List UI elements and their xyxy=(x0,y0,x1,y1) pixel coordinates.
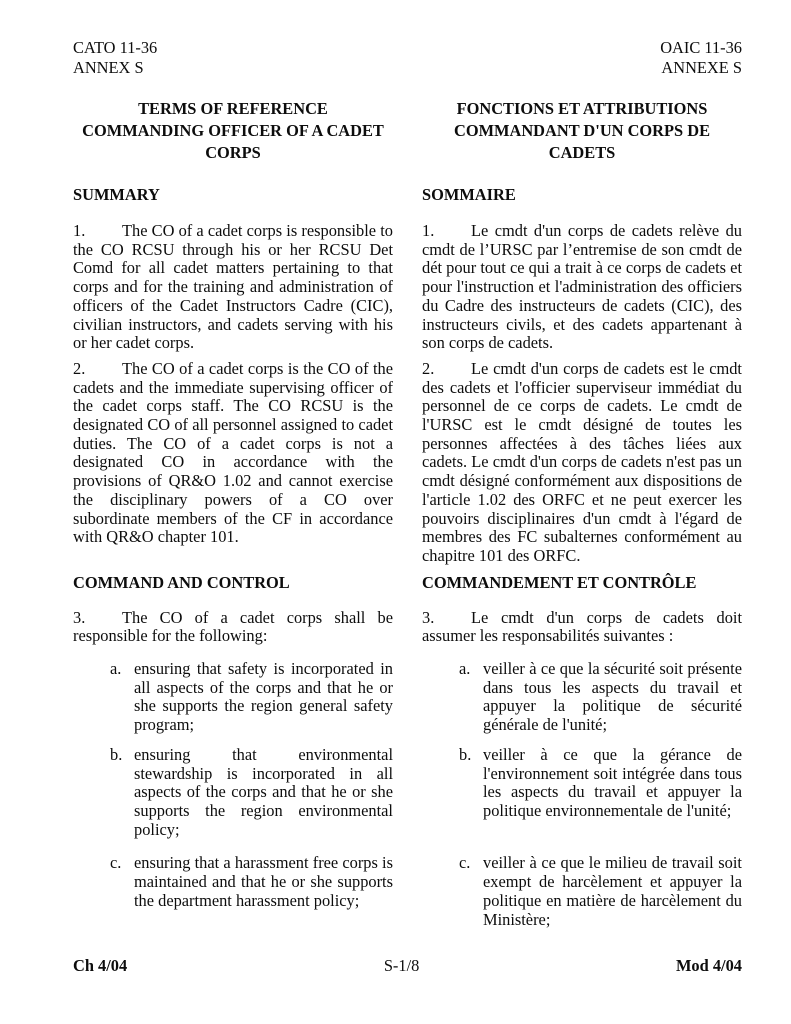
paragraph-1-row xyxy=(73,222,742,353)
subitem-marker: a. xyxy=(459,659,471,679)
paragraph-text: The CO of a cadet corps is responsible to the CO RCSU through his or her RCSU Det Comd for all cadet matters pertaining to that corps and for the training and administration of officers of the Cadet Instructors Cadre (CIC), civilian instructors, and cadets serving with his or her cadet corps. xyxy=(73,221,393,353)
paragraph-number: 3. xyxy=(422,607,435,627)
subitem-a-fr xyxy=(422,660,742,735)
paragraph-2-row xyxy=(73,360,742,566)
title-fr-line: CADETS xyxy=(548,143,616,162)
title-en xyxy=(73,98,393,164)
title-en-line: TERMS OF REFERENCE xyxy=(138,99,328,118)
paragraph-number: 1. xyxy=(73,221,86,240)
command-heading-row xyxy=(73,573,742,592)
subitem-text: veiller à ce que le milieu de travail soit exempt de harcèlement et appuyer la politique en matière de harcèlement du Ministère; xyxy=(483,853,742,929)
subitem-text: ensuring that environmental stewardship is incorporated in all aspects of the corps and that he or she supports the region environmental policy; xyxy=(134,744,393,839)
annex-ref-en: ANNEX S xyxy=(73,57,144,77)
subitem-text: ensuring that safety is incorporated in all aspects of the corps and that he or she supports the region general safety program; xyxy=(134,659,393,735)
heading-summary-fr: SOMMAIRE xyxy=(422,185,516,204)
paragraph-2-en xyxy=(73,360,393,547)
subitem-marker: b. xyxy=(459,744,472,764)
title-en-line: COMMANDING OFFICER OF A CADET xyxy=(82,121,384,140)
footer-mod-number: Mod 4/04 xyxy=(675,956,742,975)
page-footer xyxy=(73,956,742,975)
heading-summary-en: SUMMARY xyxy=(73,185,160,204)
header-left xyxy=(73,38,393,77)
paragraph-1-en xyxy=(73,222,393,353)
paragraph-text: Le cmdt d'un corps de cadets est le cmdt des cadets et l'officier superviseur immédiat du personnel de ce corps de cadets. Le cmdt de l'URSC est le cmdt désigné de toutes les personnes affectées à des tâches liées aux cadets. Le cmdt d'un corps de cadets n'est pas un cmdt désigné conformément aux dispositions de l'article 1.02 des ORFC et ne peut exercer les pouvoirs disciplinaires d'un cmdt à l'égard de membres des FC subalternes conformément au chapitre 101 des ORFC. xyxy=(422,358,742,565)
subitem-b-row xyxy=(73,746,742,840)
subitem-text: ensuring that a harassment free corps is maintained and that he or she supports the department harassment policy; xyxy=(134,853,393,910)
footer-page-number: S-1/8 xyxy=(383,956,420,975)
subitem-text: veiller à ce que la gérance de l'environnement soit intégrée dans tous les aspects du travail et appuyer la politique environnementale de l'unité; xyxy=(483,744,742,820)
paragraph-3-fr xyxy=(422,609,742,646)
title-fr-line: FONCTIONS ET ATTRIBUTIONS xyxy=(456,99,708,118)
paragraph-2-fr xyxy=(422,360,742,566)
paragraph-3-en xyxy=(73,609,393,646)
subitem-c-row xyxy=(73,854,742,929)
paragraph-text: The CO of a cadet corps shall be responsible for the following: xyxy=(73,607,393,646)
subitem-a-row xyxy=(73,660,742,735)
title-en-line: CORPS xyxy=(205,143,261,162)
paragraph-3-row xyxy=(73,609,742,646)
summary-heading-row xyxy=(73,185,742,204)
subitem-b-fr xyxy=(422,746,742,821)
doc-ref-en: CATO 11-36 xyxy=(73,38,158,57)
subitem-b-en xyxy=(73,746,393,840)
subitem-c-en xyxy=(73,854,393,910)
subitem-marker: c. xyxy=(459,853,471,873)
subitem-c-fr xyxy=(422,854,742,929)
footer-change-number: Ch 4/04 xyxy=(73,956,128,975)
paragraph-1-fr xyxy=(422,222,742,353)
paragraph-number: 2. xyxy=(422,358,435,378)
paragraph-number: 1. xyxy=(422,221,435,240)
title-row xyxy=(73,98,742,164)
paragraph-number: 3. xyxy=(73,607,86,627)
subitem-marker: a. xyxy=(110,659,122,679)
paragraph-text: Le cmdt d'un corps de cadets doit assumer les responsabilités suivantes : xyxy=(422,607,742,646)
paragraph-text: The CO of a cadet corps is the CO of the cadets and the immediate supervising officer of the cadet corps staff. The CO RCSU is the designated CO of all personnel assigned to cadet duties. The CO of a cadet corps is not a designated CO in accordance with the provisions of QR&O 1.02 and cannot exercise the disciplinary powers of a CO over subordinate members of the CF in accordance with QR&O chapter 101. xyxy=(73,358,393,547)
title-fr xyxy=(422,98,742,164)
title-fr-line: COMMANDANT D'UN CORPS DE xyxy=(453,121,711,140)
annex-ref-fr: ANNEXE S xyxy=(661,57,742,77)
paragraph-number: 2. xyxy=(73,358,86,378)
page-header xyxy=(73,38,742,77)
header-right xyxy=(422,38,742,77)
subitem-marker: b. xyxy=(110,744,123,764)
subitem-marker: c. xyxy=(110,853,122,873)
doc-ref-fr: OAIC 11-36 xyxy=(660,38,742,57)
heading-command-en: COMMAND AND CONTROL xyxy=(73,572,290,592)
paragraph-text: Le cmdt d'un corps de cadets relève du cmdt de l’URSC par l’entremise de son cmdt de dét pour tout ce qui a trait à ce corps de cadets et pour l'instruction et l'administration des officiers du Cadre des instructeurs de cadets (CIC), des instructeurs civils, et des cadets appartenant à son corps de cadets. xyxy=(422,221,742,353)
heading-command-fr: COMMANDEMENT ET CONTRÔLE xyxy=(422,572,697,592)
subitem-text: veiller à ce que la sécurité soit présente dans tous les aspects du travail et appuyer la politique de sécurité générale de l'unité; xyxy=(483,659,742,735)
subitem-a-en xyxy=(73,660,393,735)
